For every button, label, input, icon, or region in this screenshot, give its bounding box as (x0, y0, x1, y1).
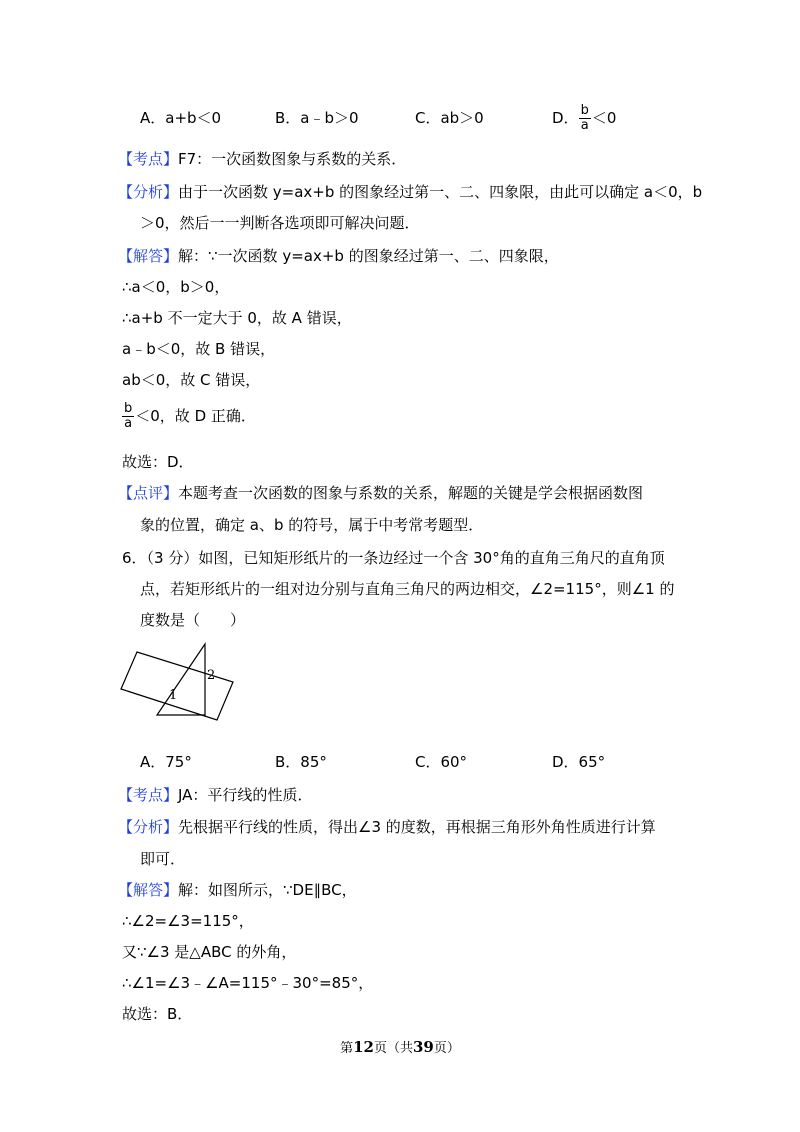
q6-stem-line3: 度数是（ ） (140, 611, 246, 629)
jieda-tag: 【解答】 (118, 247, 179, 265)
q6-kaodian (118, 785, 312, 805)
footer-page-number: 12 (353, 1038, 374, 1056)
q5-fenxi (118, 182, 702, 202)
angle-1-label: 1 (169, 688, 178, 703)
jieda-line1: 解：如图所示，∵DE∥BC， (178, 881, 357, 899)
fraction-b-over-a (122, 402, 134, 431)
q5-dianping (118, 483, 643, 503)
q6-fenxi (118, 817, 656, 837)
jieda-line1: 解：∵一次函数 y=ax+b 的图象经过第一、二、四象限， (178, 247, 559, 265)
fraction-numerator: b (124, 401, 133, 416)
dianping-line1: 本题考查一次函数的图象与系数的关系，解题的关键是学会根据函数图 (178, 484, 644, 502)
q6-fenxi-line2: 即可． (140, 850, 186, 868)
q6-answer: 故选：B． (122, 1005, 193, 1023)
q5-step-3: a﹣b＜0，故 B 错误， (122, 340, 276, 358)
q6-step-3: ∴∠1=∠3﹣∠A=115°﹣30°=85°， (122, 974, 374, 992)
q5-step-2: ∴a+b 不一定大于 0，故 A 错误， (122, 309, 352, 327)
fenxi-line1: 由于一次函数 y=ax+b 的图象经过第一、二、四象限，由此可以确定 a＜0，b (178, 183, 703, 201)
fenxi-line1: 先根据平行线的性质，得出∠3 的度数，再根据三角形外角性质进行计算 (178, 818, 656, 836)
footer-post: 页） (433, 1041, 460, 1056)
option-c: C．ab＞0 (415, 109, 484, 127)
footer-total-pages: 39 (413, 1038, 434, 1056)
kaodian-text: F7：一次函数图象与系数的关系． (178, 150, 407, 168)
q5-step-4: ab＜0，故 C 错误， (122, 371, 261, 389)
fraction-numerator: b (580, 103, 589, 118)
fraction-denominator: a (580, 118, 589, 133)
q5-step-1: ∴a＜0，b＞0， (122, 278, 230, 296)
fenxi-tag: 【分析】 (118, 183, 179, 201)
fraction-denominator: a (124, 416, 133, 431)
option-b: B．a﹣b＞0 (275, 109, 359, 127)
q6-stem-line2: 点，若矩形纸片的一组对边分别与直角三角尺的两边相交，∠2=115°，则∠1 的 (140, 580, 675, 598)
dianping-tag: 【点评】 (118, 484, 179, 502)
q5-step-5 (122, 402, 256, 431)
q5-kaodian (118, 149, 406, 169)
q5-answer: 故选：D． (122, 453, 194, 471)
option-d-prefix: D． (552, 109, 579, 127)
step-d-suffix: ＜0，故 D 正确． (135, 407, 256, 425)
q6-option-c: C．60° (415, 753, 468, 771)
kaodian-tag: 【考点】 (118, 150, 179, 168)
rectangle-triangle-figure (118, 634, 238, 726)
q5-dianping-line2: 象的位置，确定 a、b 的符号，属于中考常考题型． (140, 516, 484, 534)
option-a: A．a+b＜0 (140, 109, 222, 127)
footer-pre: 第 (340, 1041, 354, 1056)
right-triangle-ruler-shape (157, 644, 205, 715)
q6-option-d: D．65° (552, 753, 606, 771)
q6-jieda (118, 880, 357, 900)
jieda-tag: 【解答】 (118, 881, 179, 899)
kaodian-text: JA：平行线的性质． (178, 786, 313, 804)
q6-option-a: A．75° (140, 753, 192, 771)
q6-option-b: B．85° (275, 753, 327, 771)
q5-jieda (118, 246, 559, 266)
q5-fenxi-line2: ＞0，然后一一判断各选项即可解决问题． (140, 214, 420, 232)
q6-stem-line1: 6．（3 分）如图，已知矩形纸片的一条边经过一个含 30°角的直角三角尺的直角顶 (122, 549, 665, 567)
footer-mid: 页（共 (373, 1041, 413, 1056)
option-d-suffix: ＜0 (591, 109, 617, 127)
option-d (552, 104, 616, 133)
fenxi-tag: 【分析】 (118, 818, 179, 836)
fraction-b-over-a (579, 104, 591, 133)
kaodian-tag: 【考点】 (118, 786, 179, 804)
angle-2-label: 2 (207, 668, 216, 683)
q6-step-2: 又∵∠3 是△ABC 的外角， (122, 943, 297, 961)
page-footer (0, 1037, 800, 1056)
q6-step-1: ∴∠2=∠3=115°， (122, 912, 254, 930)
